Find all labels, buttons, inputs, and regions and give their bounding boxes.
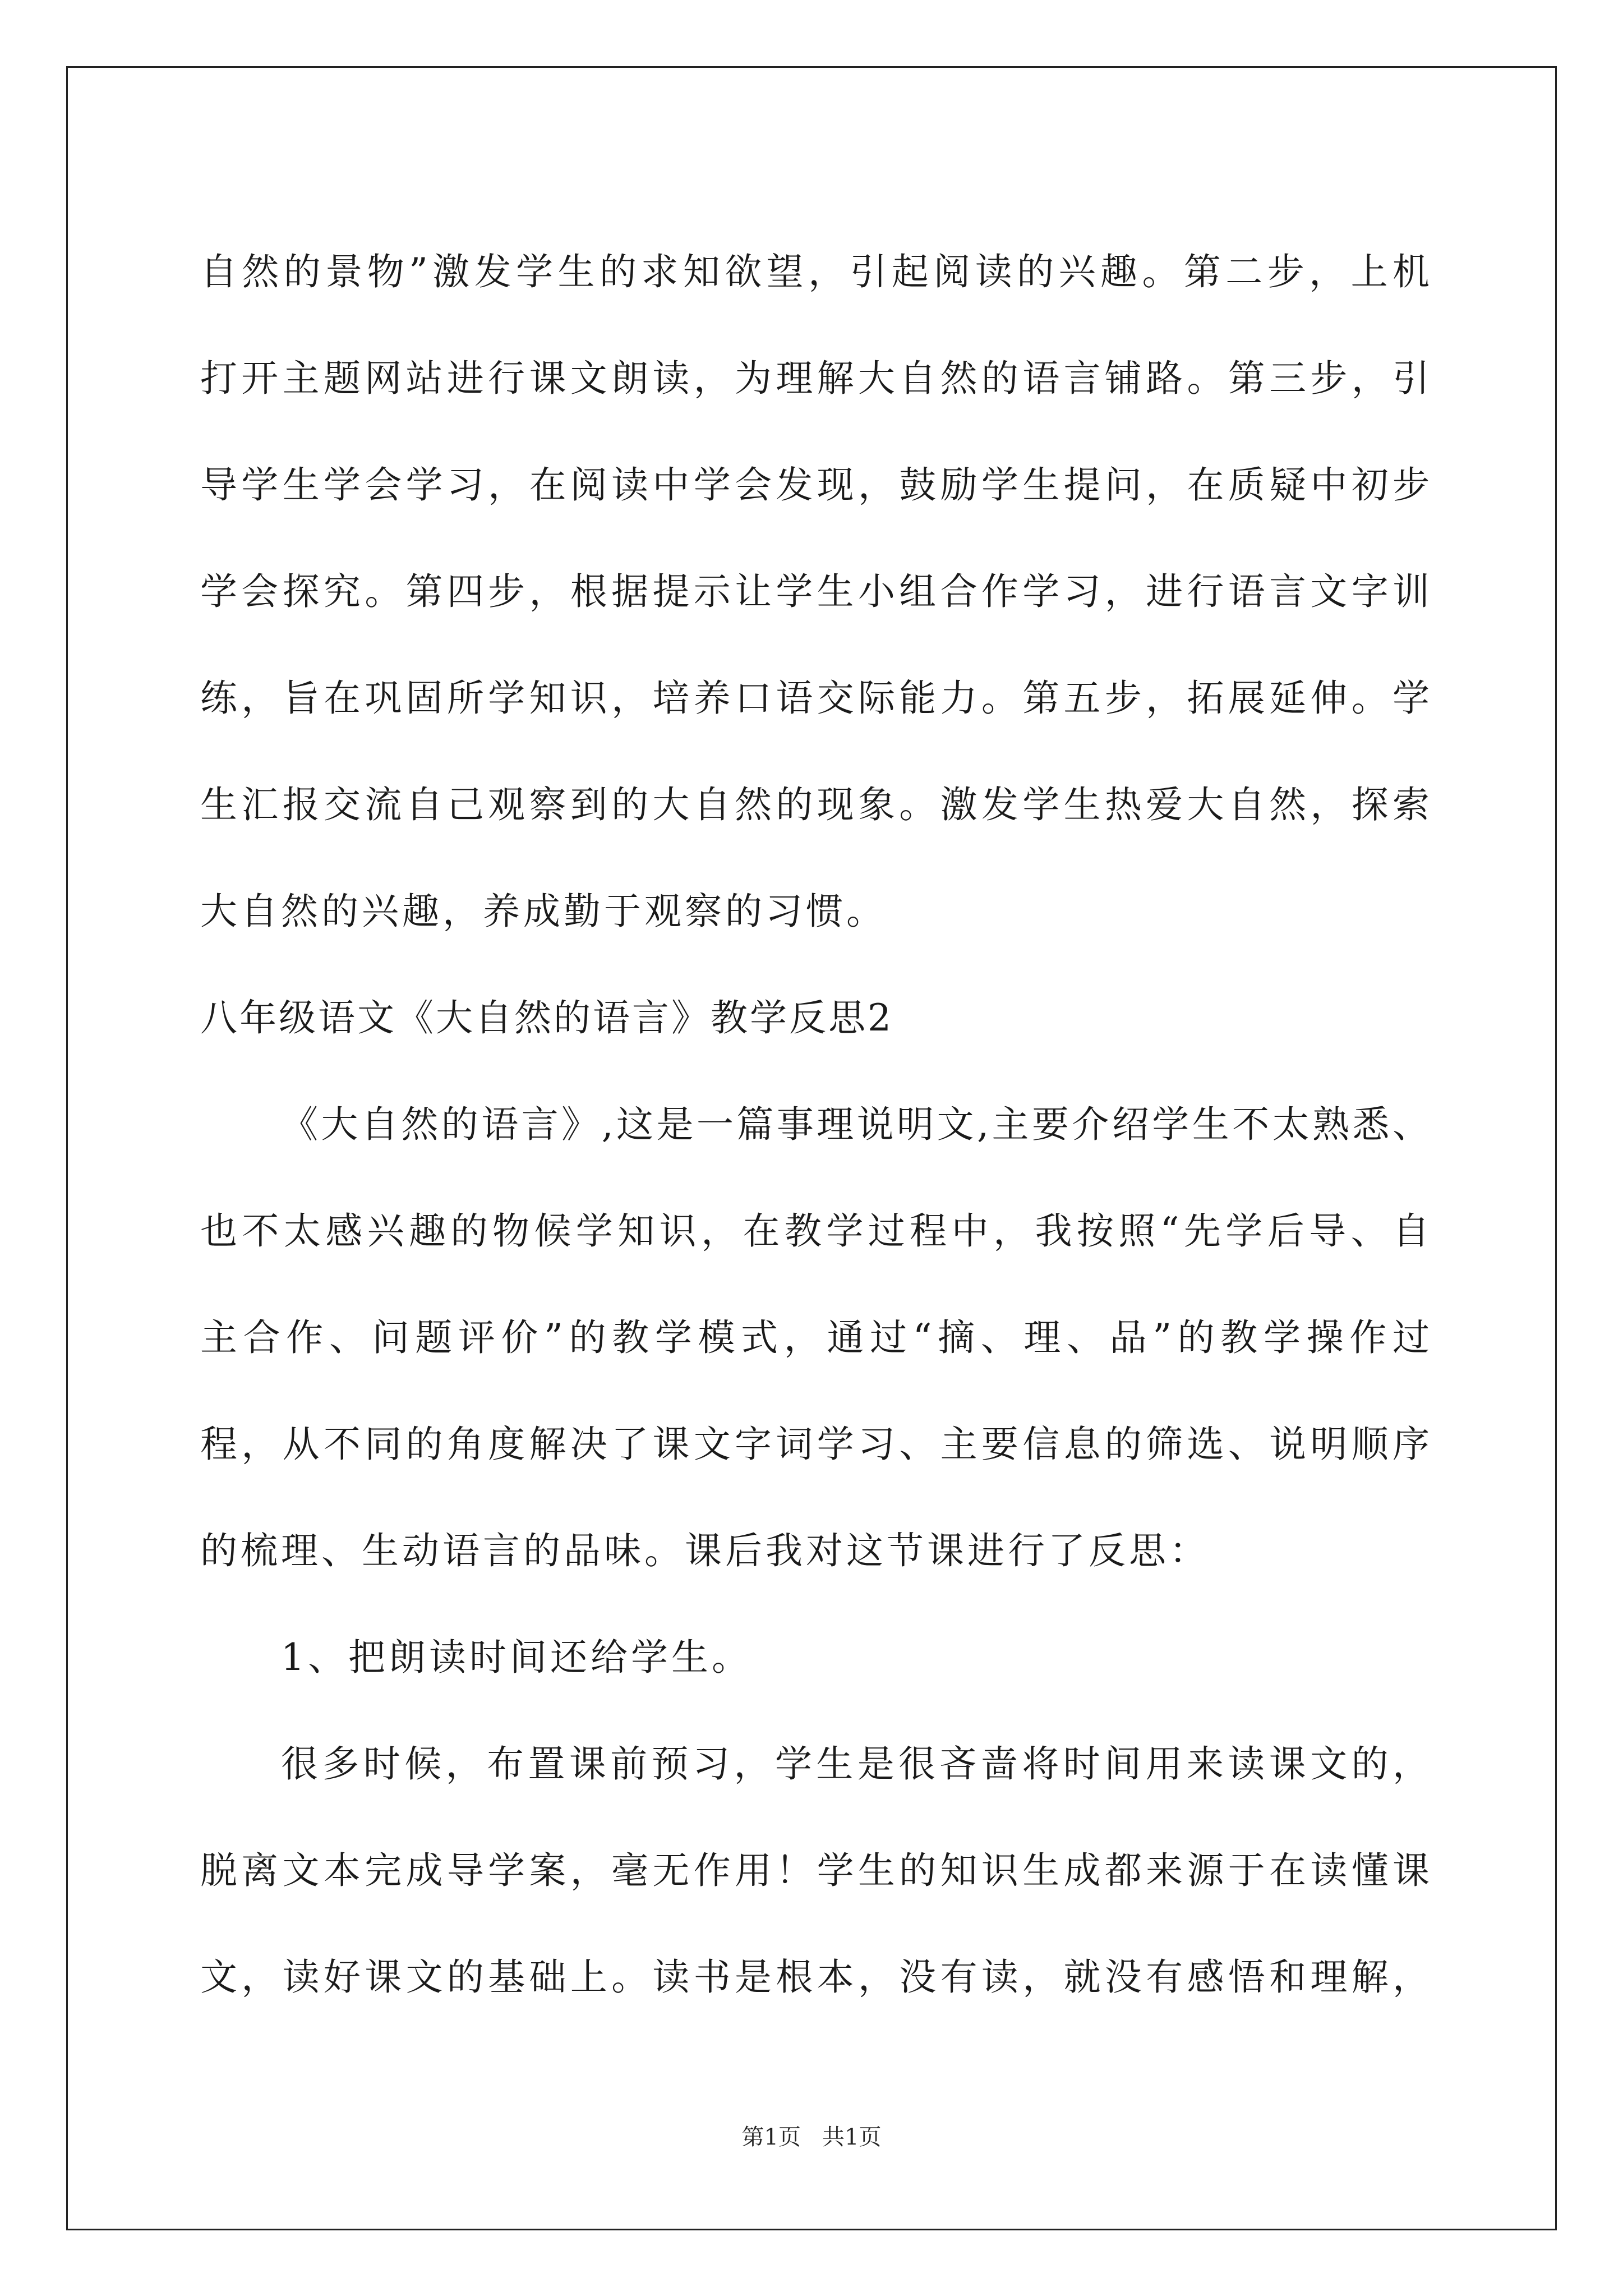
section-heading: 八年级语文《大自然的语言》教学反思2 — [200, 996, 893, 1039]
text-line: 学会探究。第四步，根据提示让学生小组合作学习，进行语言文字训 — [200, 570, 1430, 613]
text-line: 导学生学会学习，在阅读中学会发现，鼓励学生提问，在质疑中初步 — [200, 463, 1430, 507]
text-line: 大自然的兴趣，养成勤于观察的习惯。 — [200, 890, 887, 933]
text-line: 的梳理、生动语言的品味。课后我对这节课进行了反思： — [200, 1529, 1210, 1572]
text-line: 生汇报交流自己观察到的大自然的现象。激发学生热爱大自然，探索 — [200, 783, 1430, 826]
text-line: 脱离文本完成导学案，毫无作用！学生的知识生成都来源于在读懂课 — [200, 1849, 1430, 1892]
text-line: 练，旨在巩固所学知识，培养口语交际能力。第五步，拓展延伸。学 — [200, 677, 1430, 720]
list-item: 1、把朗读时间还给学生。 — [281, 1636, 752, 1679]
text-line: 自然的景物”激发学生的求知欲望，引起阅读的兴趣。第二步，上机 — [200, 250, 1430, 293]
page-number: 第1页 — [741, 2124, 801, 2150]
text-line: 《大自然的语言》,这是一篇事理说明文,主要介绍学生不太熟悉、 — [281, 1103, 1430, 1146]
text-line: 也不太感兴趣的物候学知识，在教学过程中，我按照“先学后导、自 — [200, 1209, 1430, 1253]
total-pages: 共1页 — [822, 2124, 882, 2150]
text-line: 程，从不同的角度解决了课文字词学习、主要信息的筛选、说明顺序 — [200, 1423, 1430, 1466]
text-line: 打开主题网站进行课文朗读，为理解大自然的语言铺路。第三步，引 — [200, 357, 1430, 400]
text-line: 很多时候，布置课前预习，学生是很吝啬将时间用来读课文的， — [281, 1742, 1430, 1786]
text-line: 文，读好课文的基础上。读书是根本，没有读，就没有感悟和理解， — [200, 1955, 1430, 1999]
document-body — [200, 219, 1430, 2031]
text-line: 主合作、问题评价”的教学模式，通过“摘、理、品”的教学操作过 — [200, 1316, 1430, 1359]
page-footer — [0, 2119, 1623, 2151]
